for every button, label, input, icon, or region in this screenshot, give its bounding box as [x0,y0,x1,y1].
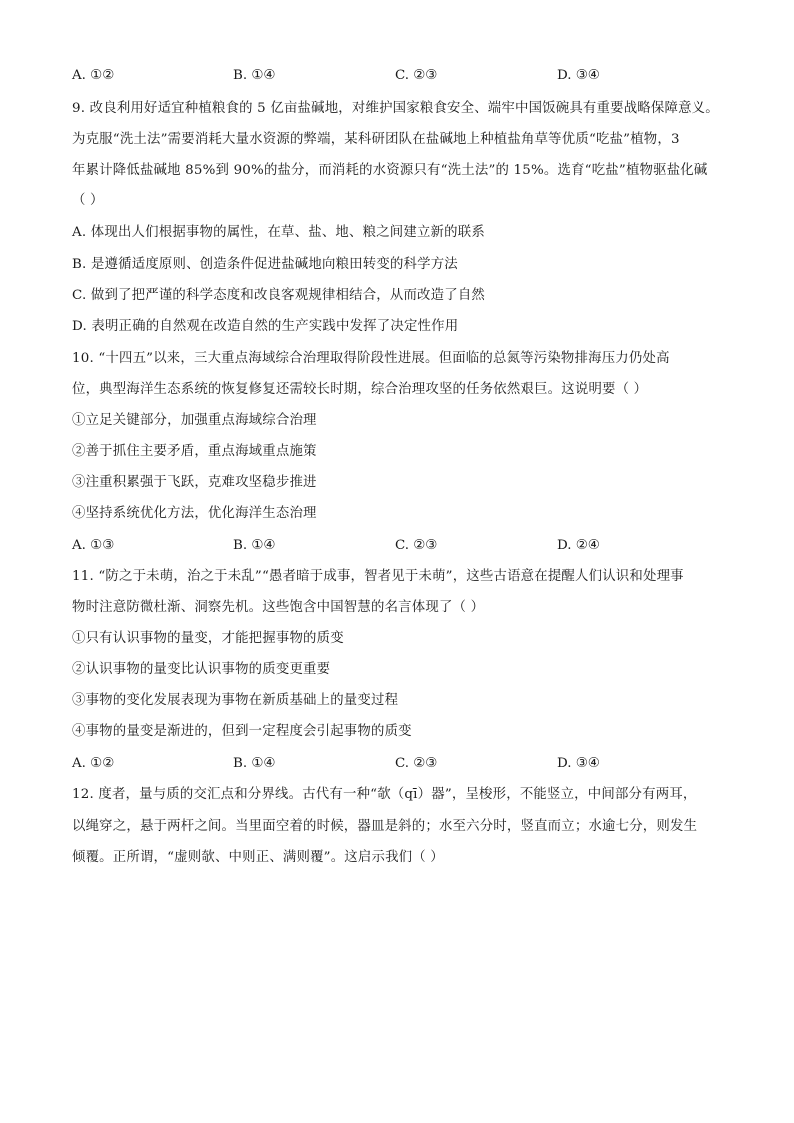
statement-item: ②认识事物的量变比认识事物的质变更重要 [72,662,331,677]
choice-c: C. 做到了把严谨的科学态度和改良客观规律相结合，从而改造了自然 [72,288,486,303]
statement-item: ③事物的变化发展表现为事物在新质基础上的量变过程 [72,693,399,708]
question-text: 10. “十四五”以来，三大重点海域综合治理取得阶段性进展。但面临的总氮等污染物排海压力仍处高 [72,351,670,366]
choice-a: A. 体现出人们根据事物的属性，在草、盐、地、粮之间建立新的联系 [72,225,485,240]
option-c: C. ②③ [395,756,438,771]
question-text: 年累计降低盐碱地 85%到 90%的盐分，而消耗的水资源只有“洗土法”的 15%。选育“吃盐”植物驱盐化碱 [72,163,708,178]
option-c: C. ②③ [395,68,438,83]
answer-bracket: （ ） [72,193,104,208]
statement-item: ④坚持系统优化方法，优化海洋生态治理 [72,506,317,521]
question-text: 11. “防之于未萌，治之于未乱”“愚者暗于成事，智者见于未萌”，这些古语意在提醒人们认识和处理事 [72,569,684,584]
option-b: B. ①④ [233,68,276,83]
question-text: 12. 度者，量与质的交汇点和分界线。古代有一种“欹（qī）器”，呈梭形，不能竖立，中间部分有两耳， [72,787,697,802]
option-b: B. ①④ [233,538,276,553]
statement-item: ②善于抓住主要矛盾，重点海域重点施策 [72,444,317,459]
question-text: 以绳穿之，悬于两杆之间。当里面空着的时候，器皿是斜的；水至六分时，竖直而立；水逾七分，则发生 [72,819,698,834]
question-text: 位，典型海洋生态系统的恢复修复还需较长时期，综合治理攻坚的任务依然艰巨。这说明要（ ） [72,382,648,397]
statement-item: ③注重积累强于飞跃，克难攻坚稳步推进 [72,475,317,490]
option-b: B. ①④ [233,756,276,771]
choice-b: B. 是遵循适度原则、创造条件促进盐碱地向粮田转变的科学方法 [72,257,458,272]
statement-item: ④事物的量变是渐进的，但到一定程度会引起事物的质变 [72,724,412,739]
statement-item: ①只有认识事物的量变，才能把握事物的质变 [72,631,344,646]
question-text: 物时注意防微杜渐、洞察先机。这些饱含中国智慧的名言体现了（ ） [72,600,485,615]
option-d: D. ②④ [557,538,600,553]
statement-item: ①立足关键部分，加强重点海域综合治理 [72,413,317,428]
option-a: A. ①② [72,756,115,771]
choice-d: D. 表明正确的自然观在改造自然的生产实践中发挥了决定性作用 [72,319,459,334]
option-a: A. ①③ [72,538,115,553]
option-d: D. ③④ [557,68,600,83]
option-c: C. ②③ [395,538,438,553]
question-text: 为克服“洗土法”需要消耗大量水资源的弊端，某科研团队在盐碱地上种植盐角草等优质“吃盐”植物，3 [72,132,680,147]
question-text: 9. 改良利用好适宜种植粮食的 5 亿亩盐碱地，对维护国家粮食安全、端牢中国饭碗具有重要战略保障意义。 [72,101,719,116]
option-d: D. ③④ [557,756,600,771]
question-text: 倾覆。正所谓，“虚则欹、中则正、满则覆”。这启示我们（ ） [72,850,444,865]
option-a: A. ①② [72,68,115,83]
